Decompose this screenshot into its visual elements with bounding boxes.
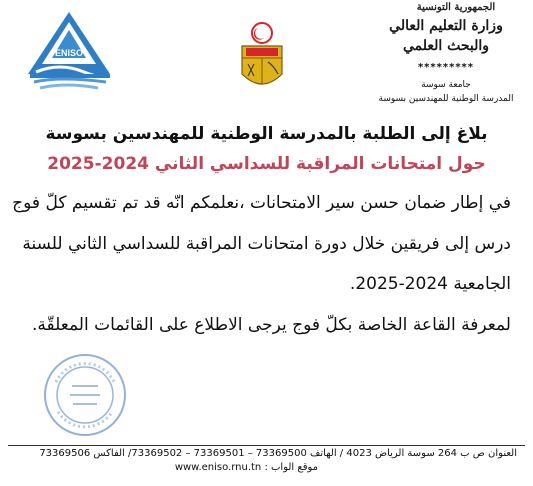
notice-body-line: في إطار ضمان حسن سير الامتحانات ،نعلمكم انّه قد تم تقسيم كلّ فوج [12,193,511,213]
footer-address: العنوان ص ب 264 سوسة الرياض 4023 / الهاتف 73369500 – 73369501 – 73369502/ الفاكس 73369506 [39,448,517,459]
eniso-logo [20,8,118,94]
school-name: المدرسة الوطنية للمهندسين بسوسة [378,94,514,104]
republic-label: الجمهورية التونسية [416,2,496,13]
coat-of-arms-emblem [236,22,288,94]
notice-title: بلاغ إلى الطلبة بالمدرسة الوطنية للمهندسين بسوسة [45,124,488,144]
university-name: جامعة سوسة [421,80,471,90]
ministry-name-line1: وزارة التعليم العالي [389,18,503,34]
footer-divider [8,445,525,446]
notice-body-line: درس إلى فريقين خلال دورة امتحانات المراقبة للسداسي الثاني للسنة [22,234,511,254]
footer-website: موقع الواب : www.eniso.rnu.tn [174,462,318,473]
header-separator-stars: ********* [417,62,475,73]
official-stamp [42,352,128,438]
notice-body-line: الجامعية 2024-2025. [349,274,511,294]
svg-text:ENISO: ENISO [54,48,84,58]
notice-body-line: لمعرفة القاعة الخاصة بكلّ فوج يرجى الاطلاع على القائمات المعلقّة. [32,315,511,335]
notice-subtitle: حول امتحانات المراقبة للسداسي الثاني 2024-2025 [47,154,486,174]
ministry-name-line2: والبحث العلمي [402,38,490,54]
